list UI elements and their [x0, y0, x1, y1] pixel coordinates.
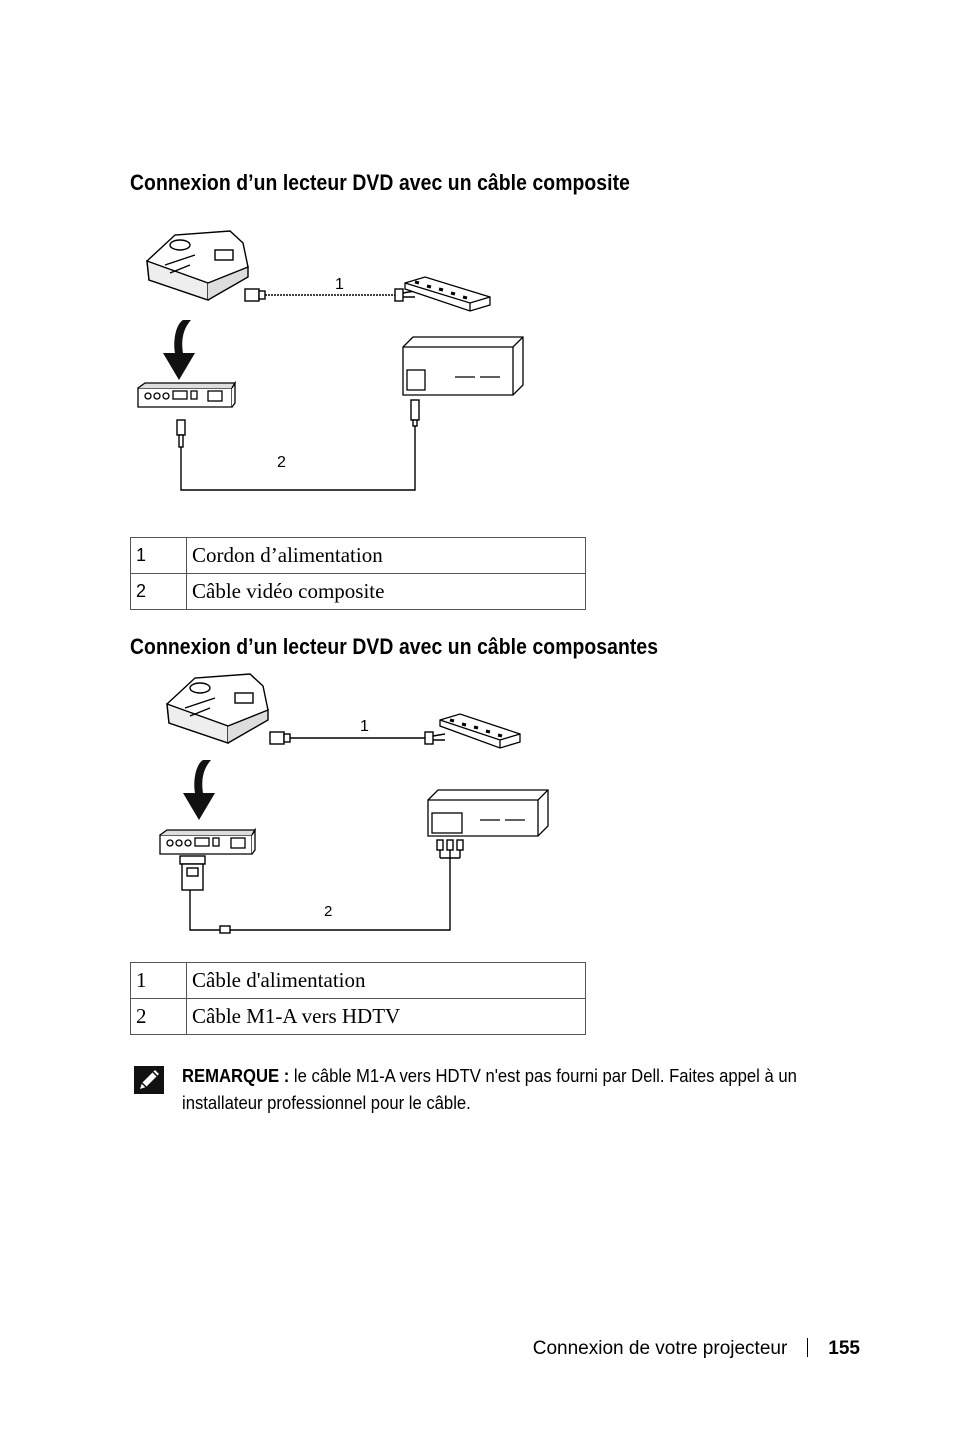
legend-number: 1: [131, 963, 187, 999]
projector-illustration: [147, 231, 248, 300]
figure-label-1: 1: [335, 276, 344, 293]
power-strip-illustration: [405, 277, 490, 311]
table-row: [131, 963, 586, 999]
projector-illustration: [167, 674, 268, 743]
table-row: [131, 538, 586, 574]
note-label: REMARQUE :: [182, 1065, 290, 1086]
figure-label-2: 2: [277, 454, 286, 471]
figure-component-connection: [155, 668, 555, 943]
note-text: [182, 1062, 830, 1116]
dvd-player-illustration: [428, 790, 548, 836]
legend-table-composite: [130, 537, 586, 610]
section-title-composite: Connexion d’un lecteur DVD avec un câble composite: [130, 170, 630, 195]
legend-text: Cordon d’alimentation: [187, 538, 586, 574]
legend-text: Câble d'alimentation: [187, 963, 586, 999]
page-number: 155: [828, 1338, 860, 1359]
figure-label-2: 2: [324, 903, 333, 920]
page-footer: [533, 1338, 860, 1360]
legend-number: 2: [131, 999, 187, 1035]
note-body: le câble M1-A vers HDTV n'est pas fourni par Dell. Faites appel à un installateur professionnel pour le câble.: [182, 1065, 797, 1113]
projector-back-panel: [160, 830, 255, 854]
footer-divider: [807, 1338, 808, 1357]
footer-section-name: Connexion de votre projecteur: [532, 1338, 788, 1359]
section-title-component: Connexion d’un lecteur DVD avec un câble composantes: [130, 634, 659, 659]
legend-text: Câble M1-A vers HDTV: [187, 999, 586, 1035]
legend-text: Câble vidéo composite: [187, 574, 586, 610]
power-cord-illustration: [245, 289, 415, 301]
projector-back-panel: [138, 383, 235, 407]
power-strip-illustration: [440, 714, 520, 748]
pencil-note-icon: [134, 1066, 164, 1094]
legend-number: 2: [131, 574, 187, 610]
legend-table-component: [130, 962, 586, 1035]
power-cord-illustration: [270, 732, 445, 744]
table-row: [131, 574, 586, 610]
arrow-down-icon: [183, 760, 215, 820]
figure-label-1: 1: [360, 718, 369, 735]
table-row: [131, 999, 586, 1035]
legend-number: 1: [131, 538, 187, 574]
composite-video-cable: [177, 400, 419, 490]
arrow-down-icon: [163, 320, 195, 380]
figure-composite-connection: [135, 225, 535, 500]
dvd-player-illustration: [403, 337, 523, 395]
